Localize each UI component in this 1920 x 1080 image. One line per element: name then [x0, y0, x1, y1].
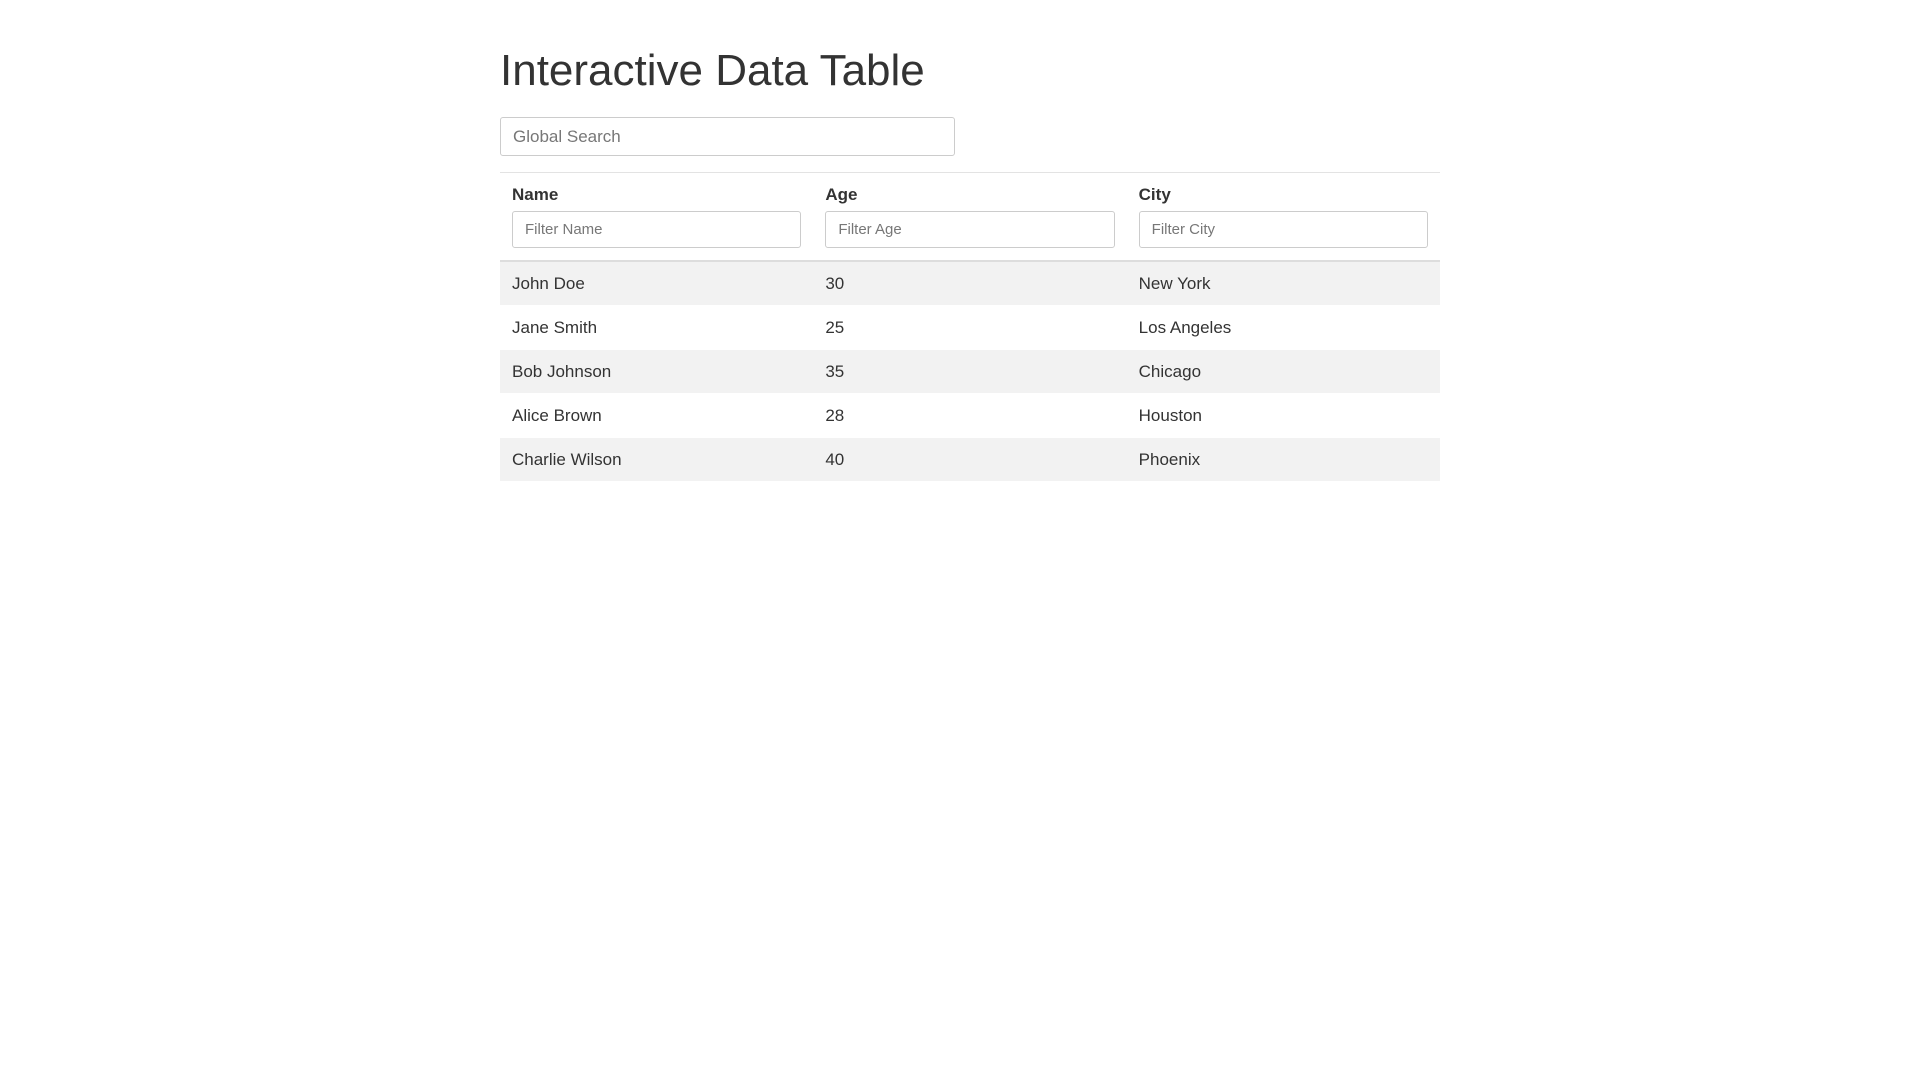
cell-city: Phoenix	[1127, 438, 1440, 482]
column-label-city: City	[1138, 185, 1171, 204]
table-header	[500, 173, 1440, 262]
table-row	[500, 394, 1440, 438]
cell-name: Bob Johnson	[500, 350, 813, 394]
cell-age: 25	[813, 306, 1126, 350]
column-label-age: Age	[825, 185, 858, 204]
table-row	[500, 261, 1440, 306]
table-row	[500, 306, 1440, 350]
filter-name-input[interactable]	[512, 211, 801, 248]
column-header-name[interactable]	[500, 173, 813, 262]
cell-age: 30	[813, 261, 1126, 306]
global-search-input[interactable]	[500, 117, 955, 156]
cell-city: New York	[1127, 261, 1440, 306]
cell-city: Chicago	[1127, 350, 1440, 394]
column-header-city[interactable]	[1127, 173, 1440, 262]
data-table	[500, 172, 1440, 481]
table-row	[500, 350, 1440, 394]
column-label-name: Name	[512, 185, 559, 204]
cell-age: 35	[813, 350, 1126, 394]
cell-city: Houston	[1127, 394, 1440, 438]
column-header-age[interactable]	[813, 173, 1126, 262]
cell-name: Jane Smith	[500, 306, 813, 350]
cell-name: Charlie Wilson	[500, 438, 813, 482]
filter-city-input[interactable]	[1139, 211, 1428, 248]
page-title: Interactive Data Table	[500, 46, 925, 95]
cell-city: Los Angeles	[1127, 306, 1440, 350]
table-body	[500, 261, 1440, 481]
table-row	[500, 438, 1440, 482]
cell-age: 40	[813, 438, 1126, 482]
header-row	[500, 173, 1440, 262]
filter-age-input[interactable]	[825, 211, 1114, 248]
cell-name: Alice Brown	[500, 394, 813, 438]
cell-age: 28	[813, 394, 1126, 438]
cell-name: John Doe	[500, 261, 813, 306]
